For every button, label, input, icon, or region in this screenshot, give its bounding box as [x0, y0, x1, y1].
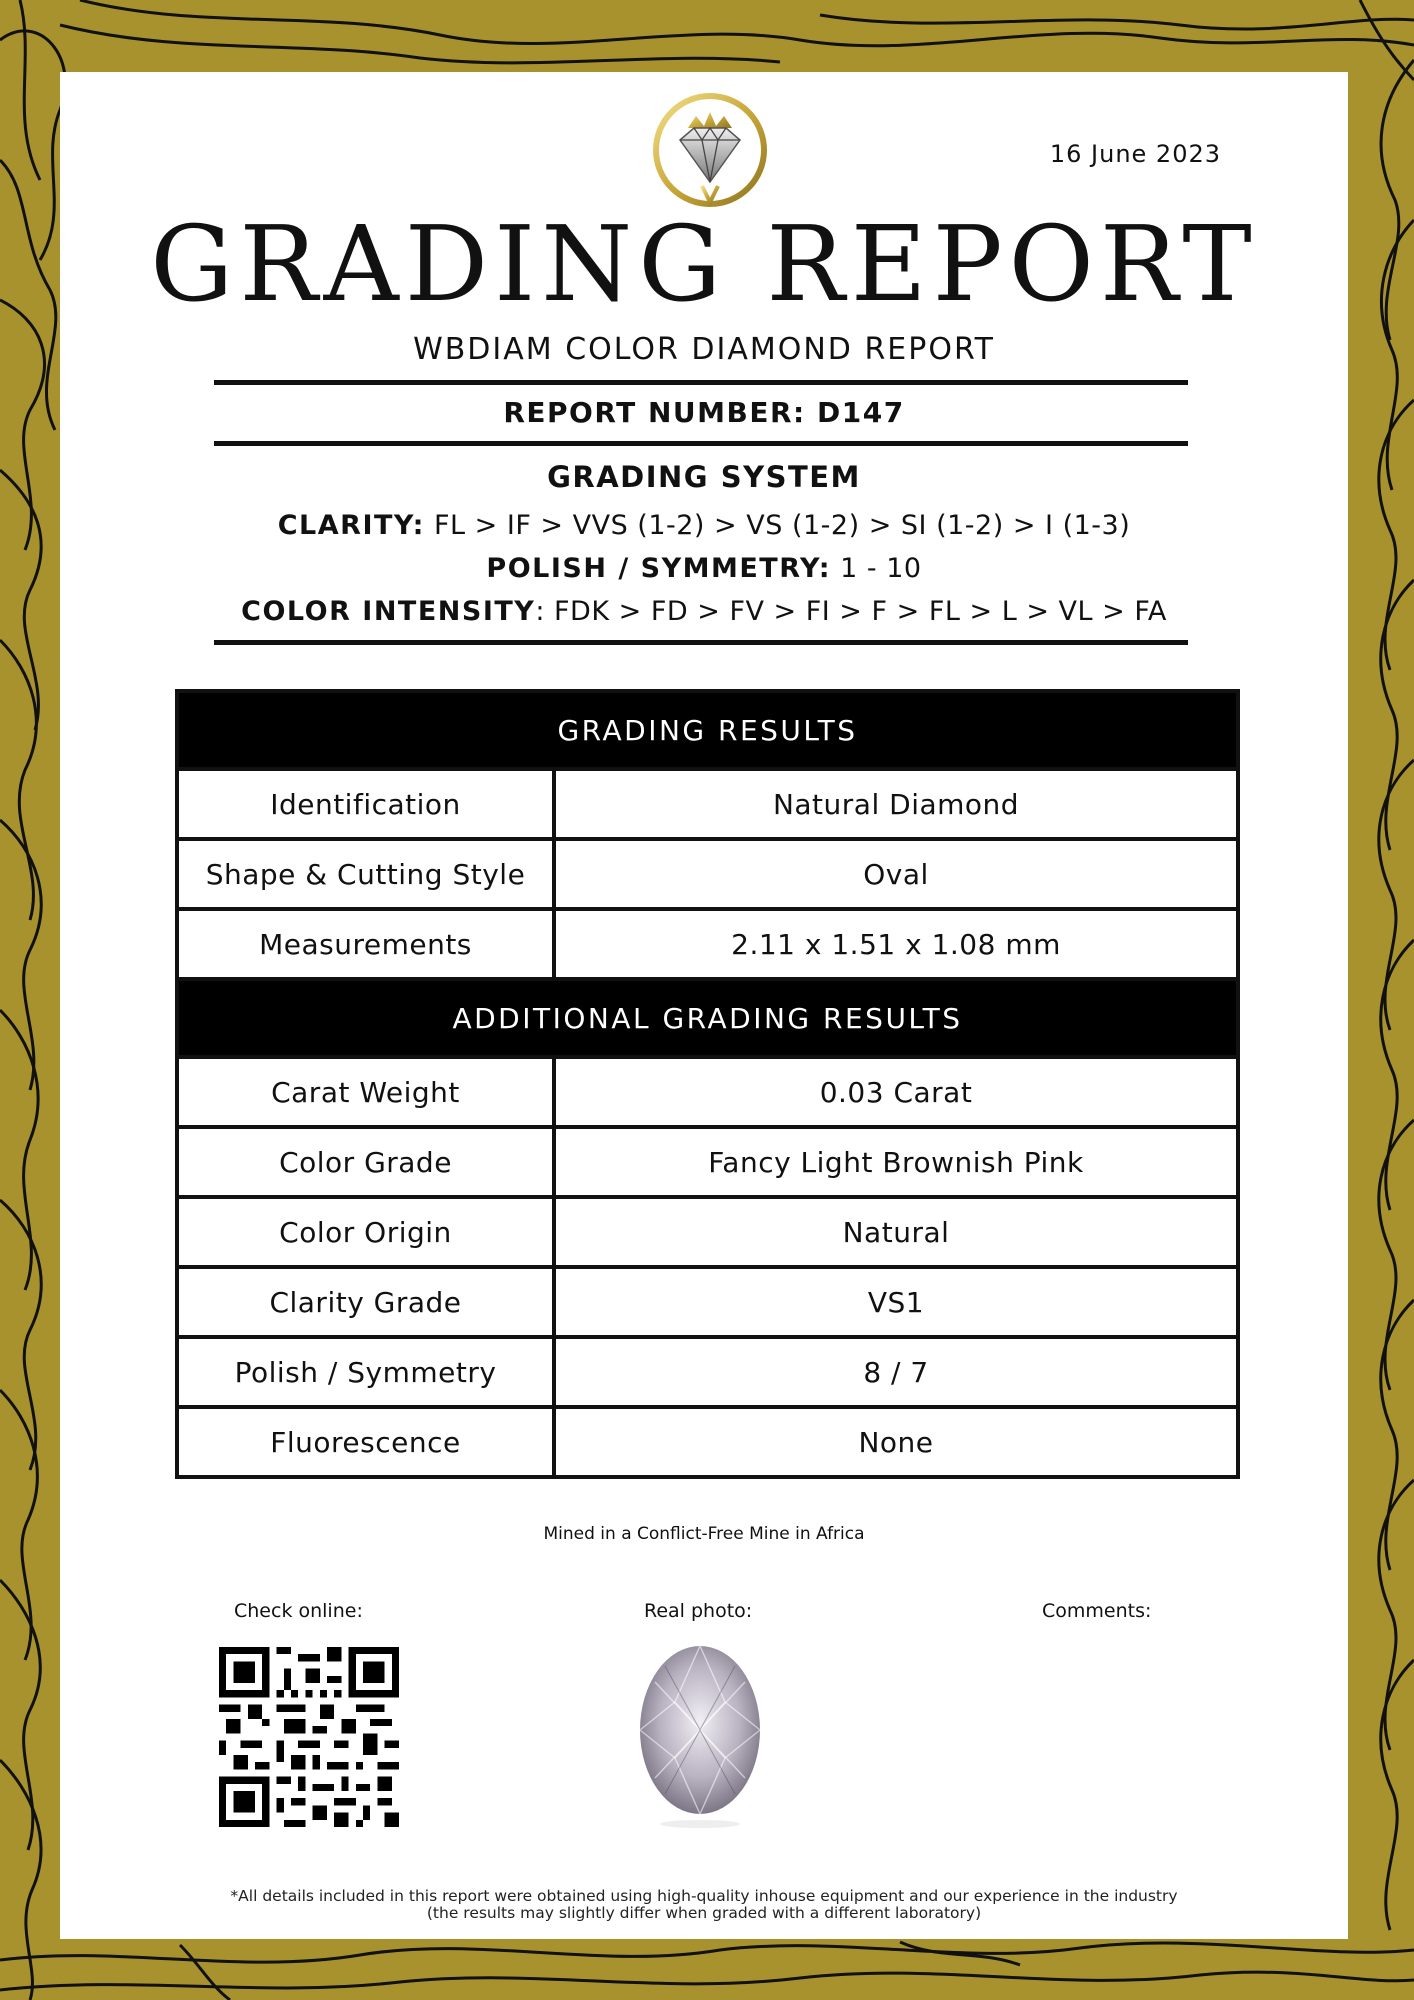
- table-header-row: [177, 979, 1238, 1057]
- disclaimer: [60, 1888, 1348, 1922]
- row-value: 8 / 7: [554, 1337, 1238, 1407]
- comments-label: Comments:: [1042, 1600, 1152, 1622]
- row-label: Shape & Cutting Style: [177, 839, 554, 909]
- clarity-scale: [60, 510, 1348, 541]
- table-header-row: [177, 691, 1238, 769]
- divider: [214, 380, 1188, 385]
- table-row: [177, 1337, 1238, 1407]
- disclaimer-line: (the results may slightly differ when graded with a different laboratory): [426, 1904, 982, 1922]
- row-label: Fluorescence: [177, 1407, 554, 1477]
- row-value: 2.11 x 1.51 x 1.08 mm: [554, 909, 1238, 979]
- diamond-crown-logo-icon: [650, 90, 770, 210]
- row-label: Identification: [177, 769, 554, 839]
- real-photo-label: Real photo:: [644, 1600, 753, 1622]
- table-row: [177, 1057, 1238, 1127]
- qr-code-icon[interactable]: [219, 1647, 399, 1827]
- row-value: Oval: [554, 839, 1238, 909]
- report-date: 16 June 2023: [1049, 140, 1221, 168]
- row-label: Measurements: [177, 909, 554, 979]
- row-label: Polish / Symmetry: [177, 1337, 554, 1407]
- page-title: GRADING REPORT: [150, 203, 1258, 325]
- divider: [214, 441, 1188, 446]
- check-online-label: Check online:: [234, 1600, 363, 1622]
- report-number: REPORT NUMBER: D147: [503, 396, 905, 429]
- table-row: [177, 1267, 1238, 1337]
- row-value: Fancy Light Brownish Pink: [554, 1127, 1238, 1197]
- disclaimer-line: *All details included in this report were obtained using high-quality inhouse equipment and our experience in the industry: [230, 1887, 1178, 1905]
- color-intensity-label: COLOR INTENSITY: [241, 596, 536, 627]
- additional-results-heading: ADDITIONAL GRADING RESULTS: [177, 979, 1238, 1057]
- table-row: [177, 769, 1238, 839]
- origin-note: Mined in a Conflict-Free Mine in Africa: [543, 1524, 865, 1544]
- row-label: Color Origin: [177, 1197, 554, 1267]
- row-label: Clarity Grade: [177, 1267, 554, 1337]
- color-intensity-value: : FDK > FD > FV > FI > F > FL > L > VL > FA: [535, 596, 1167, 627]
- row-value: 0.03 Carat: [554, 1057, 1238, 1127]
- row-value: Natural: [554, 1197, 1238, 1267]
- table-row: [177, 1127, 1238, 1197]
- report-card: [60, 72, 1348, 1939]
- table-row: [177, 1197, 1238, 1267]
- grading-system-heading: GRADING SYSTEM: [547, 460, 861, 494]
- row-value: None: [554, 1407, 1238, 1477]
- diamond-photo: [635, 1642, 765, 1832]
- table-row: [177, 839, 1238, 909]
- polish-scale: [60, 553, 1348, 584]
- clarity-value: FL > IF > VVS (1-2) > VS (1-2) > SI (1-2) > I (1-3): [424, 510, 1131, 541]
- table-row: [177, 909, 1238, 979]
- divider: [214, 640, 1188, 645]
- clarity-label: CLARITY:: [277, 510, 425, 541]
- grading-results-heading: GRADING RESULTS: [177, 691, 1238, 769]
- grading-results-table: [175, 689, 1240, 1479]
- row-label: Color Grade: [177, 1127, 554, 1197]
- polish-value: 1 - 10: [831, 553, 922, 584]
- color-intensity-scale: [60, 596, 1348, 627]
- row-value: Natural Diamond: [554, 769, 1238, 839]
- report-subtitle: WBDIAM COLOR DIAMOND REPORT: [413, 332, 995, 367]
- polish-label: POLISH / SYMMETRY:: [486, 553, 832, 584]
- table-row: [177, 1407, 1238, 1477]
- row-label: Carat Weight: [177, 1057, 554, 1127]
- row-value: VS1: [554, 1267, 1238, 1337]
